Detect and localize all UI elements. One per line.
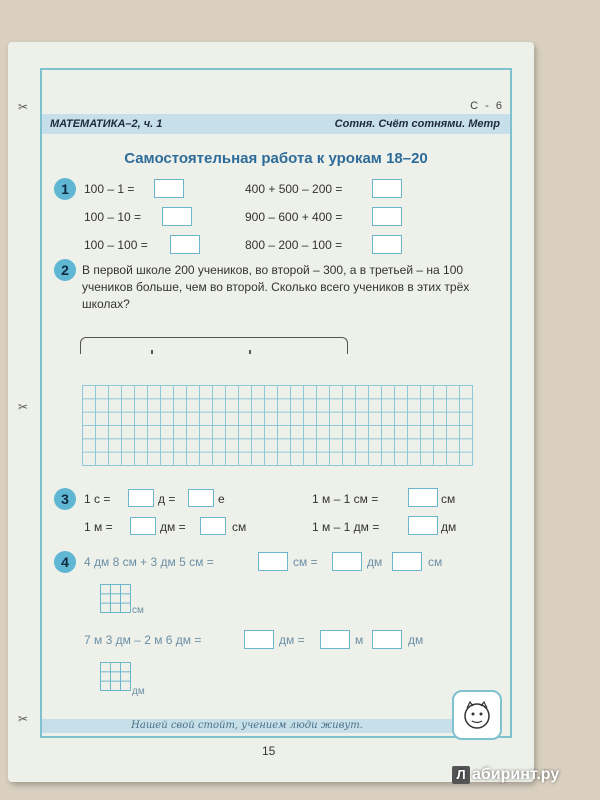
task3-r2e: дм (441, 520, 457, 534)
answer-box[interactable] (372, 179, 402, 198)
task1-expr-4: 400 + 500 – 200 = (245, 182, 343, 196)
task1-expr-3: 100 – 100 = (84, 238, 148, 252)
task-number-4: 4 (54, 551, 76, 573)
task4-expr-1: 4 дм 8 см + 3 дм 5 см = (84, 555, 214, 569)
site-watermark (452, 766, 559, 784)
page-title: Самостоятельная работа к урокам 18–20 (124, 150, 428, 167)
task3-r2c: см (232, 520, 247, 534)
task4-unit: дм (367, 555, 383, 569)
task4-expr-2: 7 м 3 дм – 2 м 6 дм = (84, 633, 202, 647)
calc-grid-unit: см (132, 605, 144, 616)
cut-mark: ✂ (18, 100, 29, 114)
answer-box[interactable] (170, 235, 200, 254)
answer-box[interactable] (162, 207, 192, 226)
calc-grid-unit: дм (132, 686, 145, 697)
task3-r2d: 1 м – 1 дм = (312, 520, 380, 534)
task3-r1d: 1 м – 1 см = (312, 492, 379, 506)
page-number: 15 (262, 744, 276, 758)
mascot-icon (452, 690, 502, 740)
answer-box[interactable] (200, 517, 226, 535)
task4-unit: см (428, 555, 443, 569)
watermark-badge: Л (452, 766, 470, 784)
task4-unit: дм (408, 633, 424, 647)
calc-grid[interactable] (100, 584, 131, 613)
calc-grid[interactable] (100, 662, 131, 691)
task3-r2b: дм = (160, 520, 186, 534)
task1-expr-1: 100 – 1 = (84, 182, 135, 196)
task4-unit: м (355, 633, 364, 647)
answer-grid[interactable] (82, 385, 473, 466)
task2-problem-text: В первой школе 200 учеников, во второй – 300, а в третьей – на 100 учеников больше, чем во второй. Сколько всего учеников в этих трёх школах? (82, 263, 470, 311)
answer-box[interactable] (392, 552, 422, 571)
answer-box[interactable] (154, 179, 184, 198)
footer-motto: Нашей свой стойт, учением люди живут. (131, 720, 363, 731)
task1-expr-2: 100 – 10 = (84, 210, 142, 224)
task-number-3: 3 (54, 488, 76, 510)
task1-expr-5: 900 – 600 + 400 = (245, 210, 343, 224)
task3-r1a: 1 с = (84, 492, 111, 506)
task3-r1b: д = (158, 492, 176, 506)
worksheet-code: С - 6 (470, 100, 504, 112)
watermark-text: абиринт.ру (472, 766, 560, 783)
answer-box[interactable] (320, 630, 350, 649)
answer-box[interactable] (372, 207, 402, 226)
answer-box[interactable] (372, 630, 402, 649)
task4-unit: дм = (279, 633, 305, 647)
answer-box[interactable] (408, 488, 438, 507)
answer-box[interactable] (408, 516, 438, 535)
answer-box[interactable] (244, 630, 274, 649)
task4-unit: см = (293, 555, 318, 569)
segment-scheme (80, 337, 348, 354)
answer-box[interactable] (258, 552, 288, 571)
task3-r1e: см (441, 492, 456, 506)
answer-box[interactable] (128, 489, 154, 507)
answer-box[interactable] (130, 517, 156, 535)
cut-mark: ✂ (18, 712, 29, 726)
task-number-1: 1 (54, 178, 76, 200)
answer-box[interactable] (188, 489, 214, 507)
page-header (42, 114, 510, 134)
task-number-2: 2 (54, 259, 76, 281)
book-title: МАТЕМАТИКА–2, ч. 1 (50, 118, 163, 130)
cut-mark: ✂ (18, 400, 29, 414)
answer-box[interactable] (332, 552, 362, 571)
task3-r2a: 1 м = (84, 520, 113, 534)
answer-box[interactable] (372, 235, 402, 254)
task3-r1c: е (218, 492, 225, 506)
topic-title: Сотня. Счёт сотнями. Метр (334, 118, 500, 130)
task1-expr-6: 800 – 200 – 100 = (245, 238, 343, 252)
